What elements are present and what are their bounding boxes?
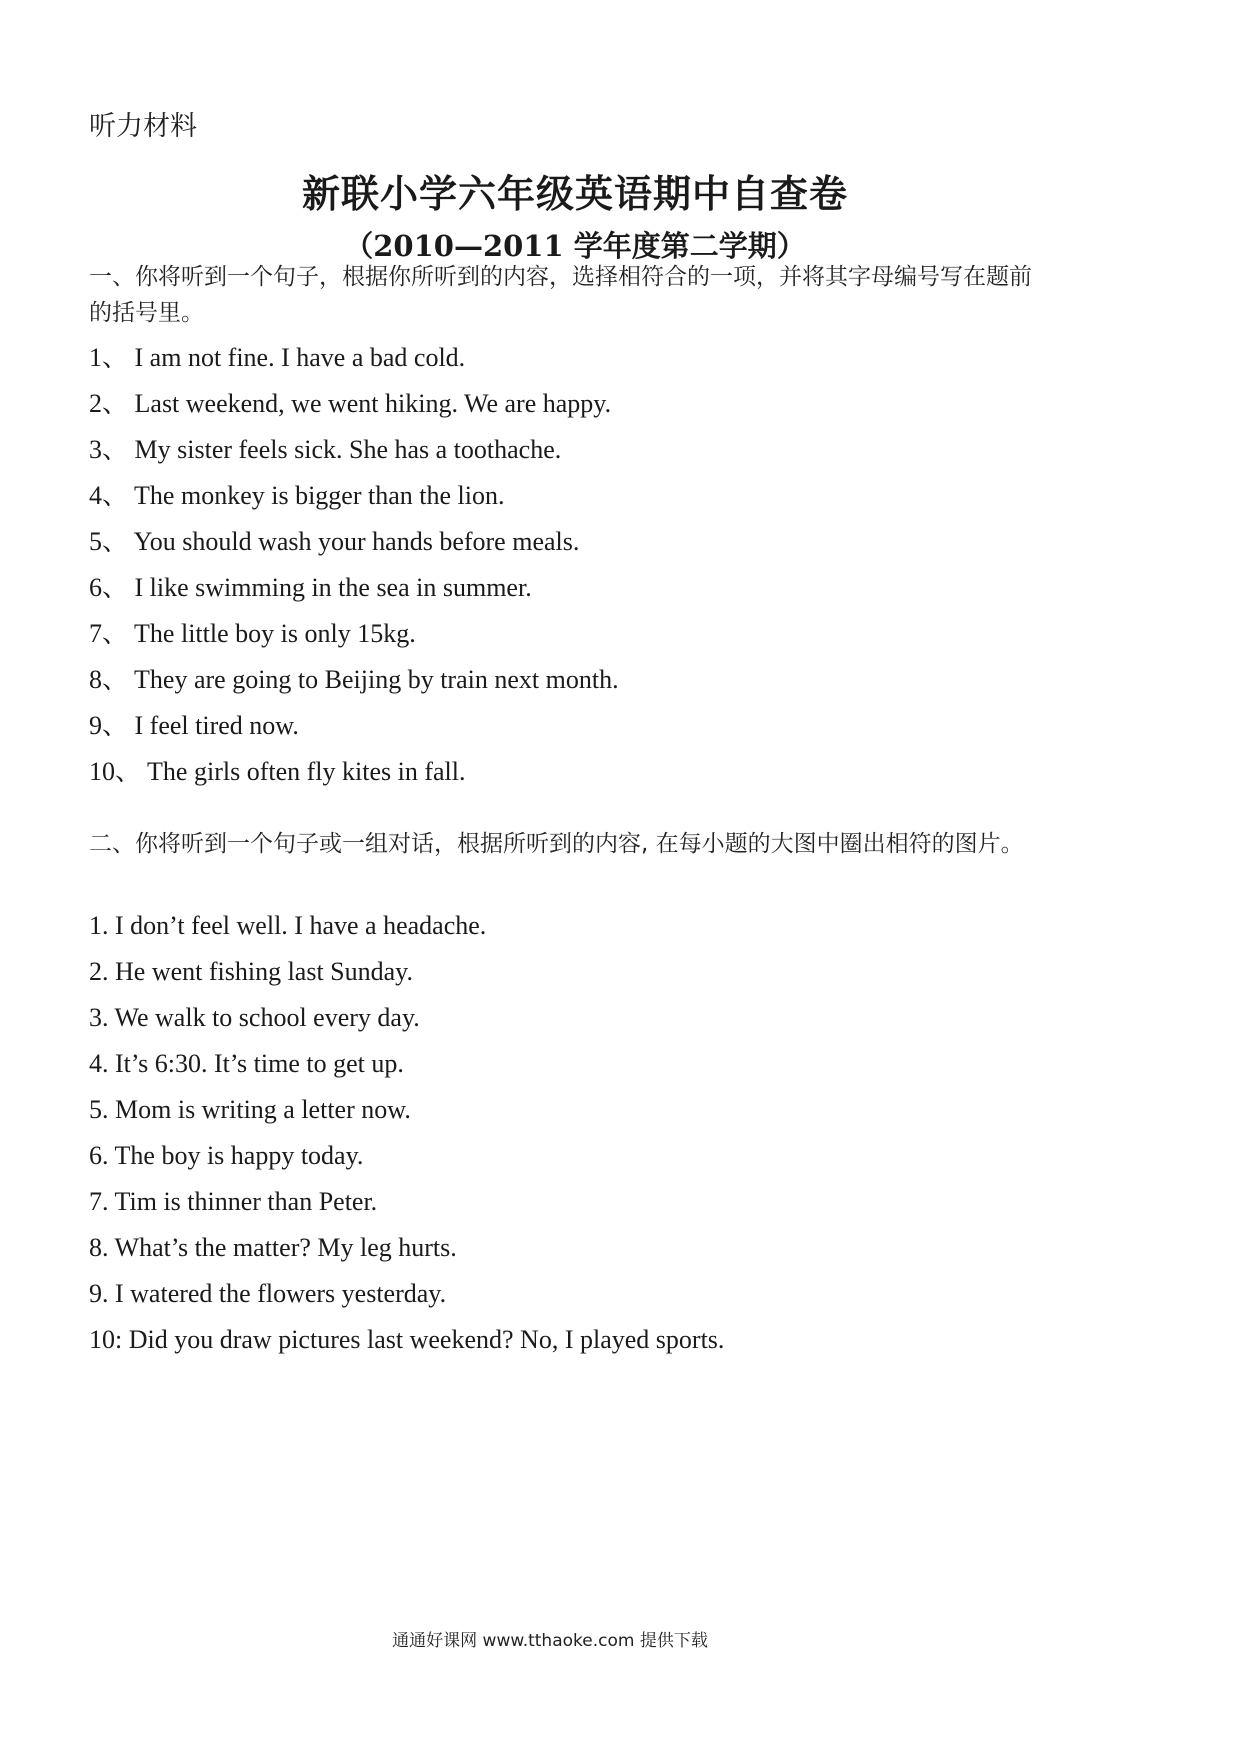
item-text: We walk to school every day. [114, 1003, 420, 1032]
item-number: 10、 [89, 757, 142, 786]
item-number: 3、 [89, 435, 129, 464]
item-number: 2、 [89, 389, 129, 418]
item-text: Mom is writing a letter now. [115, 1095, 411, 1124]
list-item [89, 335, 619, 381]
item-text: My sister feels sick. She has a toothache. [134, 435, 562, 464]
item-number: 3. [89, 1003, 109, 1032]
list-item [89, 611, 619, 657]
list-item [89, 995, 724, 1041]
list-item [89, 519, 619, 565]
item-number: 9. [89, 1279, 109, 1308]
item-text: I watered the flowers yesterday. [115, 1279, 447, 1308]
item-number: 5. [89, 1095, 109, 1124]
section1-instruction: 一、你将听到一个句子，根据你所听到的内容，选择相符合的一项，并将其字母编号写在题前的括号里。 [89, 264, 1032, 326]
list-item [89, 1041, 724, 1087]
list-item [89, 1317, 724, 1363]
list-item [89, 473, 619, 519]
item-number: 1、 [89, 343, 129, 372]
list-item [89, 903, 724, 949]
section1-list [89, 335, 619, 795]
item-number: 6. [89, 1141, 109, 1170]
list-item [89, 949, 724, 995]
item-number: 8、 [89, 665, 129, 694]
item-text: The monkey is bigger than the lion. [134, 481, 505, 510]
section2-list [89, 903, 724, 1363]
item-text: They are going to Beijing by train next month. [134, 665, 619, 694]
list-item [89, 565, 619, 611]
item-number: 4. [89, 1049, 109, 1078]
item-number: 1. [89, 911, 109, 940]
item-text: It’s 6:30. It’s time to get up. [115, 1049, 404, 1078]
item-text: The girls often fly kites in fall. [147, 757, 466, 786]
list-item [89, 1225, 724, 1271]
list-item [89, 749, 619, 795]
item-text: I like swimming in the sea in summer. [134, 573, 532, 602]
list-item [89, 703, 619, 749]
item-number: 10: [89, 1325, 123, 1354]
item-number: 7、 [89, 619, 129, 648]
list-item [89, 1179, 724, 1225]
item-text: I feel tired now. [134, 711, 299, 740]
item-text: Last weekend, we went hiking. We are happy. [134, 389, 612, 418]
item-text: He went fishing last Sunday. [115, 957, 413, 986]
list-item [89, 381, 619, 427]
item-text: Tim is thinner than Peter. [114, 1187, 378, 1216]
item-text: You should wash your hands before meals. [133, 527, 580, 556]
list-item [89, 1133, 724, 1179]
item-text: I am not fine. I have a bad cold. [134, 343, 466, 372]
page-title: 新联小学六年级英语期中自查卷 [301, 172, 848, 216]
item-number: 6、 [89, 573, 129, 602]
item-text: The little boy is only 15kg. [134, 619, 416, 648]
list-item [89, 1271, 724, 1317]
footer-credit: 通通好课网 www.tthaoke.com 提供下载 [392, 1631, 708, 1651]
section2-instruction: 二、你将听到一个句子或一组对话，根据所听到的内容, 在每小题的大图中圈出相符的图片。 [89, 831, 1024, 857]
item-number: 9、 [89, 711, 129, 740]
item-text: Did you draw pictures last weekend? No, I played sports. [128, 1325, 725, 1354]
item-number: 4、 [89, 481, 129, 510]
item-text: The boy is happy today. [114, 1141, 364, 1170]
page-subtitle: （2010—2011 学年度第二学期） [344, 229, 806, 263]
list-item [89, 427, 619, 473]
list-item [89, 657, 619, 703]
item-number: 5、 [89, 527, 129, 556]
item-text: What’s the matter? My leg hurts. [114, 1233, 457, 1262]
item-text: I don’t feel well. I have a headache. [115, 911, 487, 940]
listening-material-label: 听力材料 [89, 111, 197, 142]
list-item [89, 1087, 724, 1133]
item-number: 2. [89, 957, 109, 986]
item-number: 8. [89, 1233, 109, 1262]
item-number: 7. [89, 1187, 109, 1216]
